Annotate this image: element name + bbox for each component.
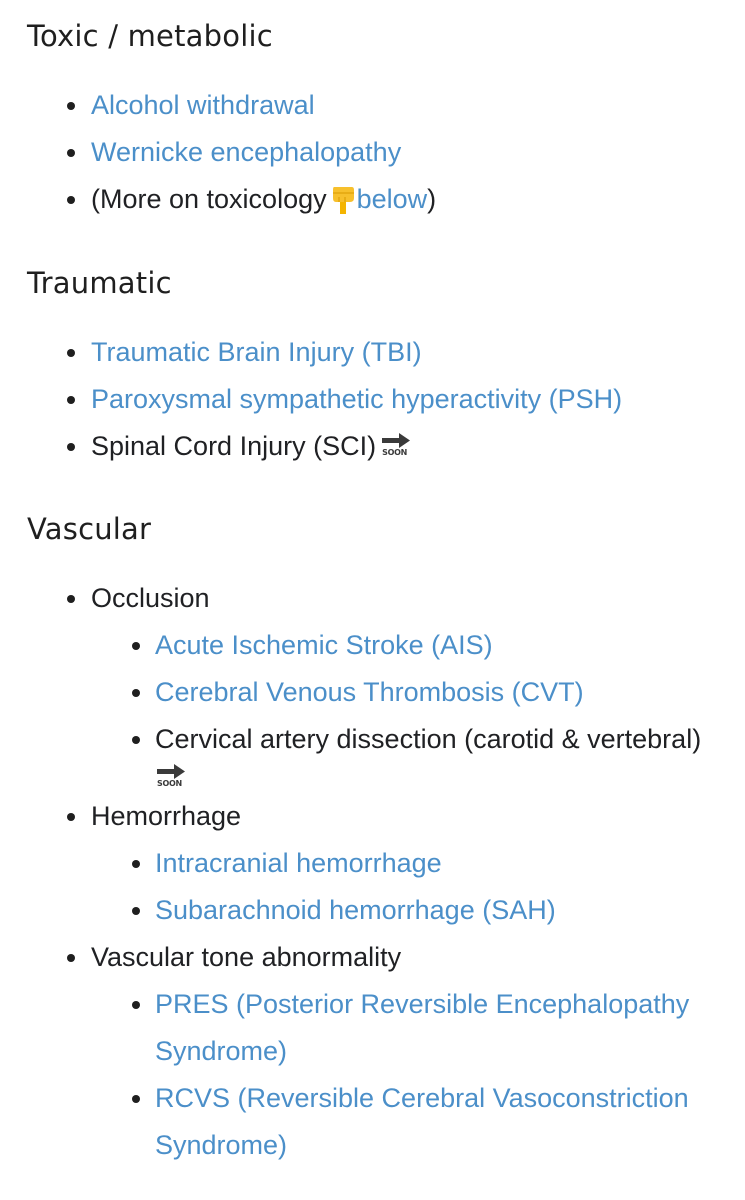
bullet <box>67 443 75 451</box>
heading-traumatic: Traumatic <box>27 266 172 300</box>
soon-label: SOON <box>382 447 407 457</box>
link-subarachnoid-hemorrhage[interactable]: Subarachnoid hemorrhage (SAH) <box>155 895 556 925</box>
list-item <box>0 981 725 1075</box>
bullet <box>67 349 75 357</box>
list-item <box>0 622 725 669</box>
cervical-artery-dissection-label: Cervical artery dissection (carotid & vertebral) <box>155 724 702 754</box>
bullet <box>132 1001 140 1009</box>
list-item <box>0 82 436 129</box>
hemorrhage-label: Hemorrhage <box>91 801 242 831</box>
bullet <box>132 736 140 744</box>
bullet <box>67 813 75 821</box>
list-item <box>0 129 436 176</box>
soon-arrow-icon <box>155 763 189 793</box>
soon-arrow-icon <box>380 432 414 460</box>
link-wernicke-encephalopathy[interactable]: Wernicke encephalopathy <box>91 137 402 167</box>
link-below[interactable]: below <box>356 184 428 214</box>
pointing-down-icon <box>331 183 355 213</box>
list-toxic-metabolic <box>0 82 436 223</box>
bullet <box>67 149 75 157</box>
list-item <box>0 716 725 793</box>
bullet <box>67 954 75 962</box>
list-item <box>0 669 725 716</box>
heading-toxic-metabolic: Toxic / metabolic <box>27 19 273 53</box>
bullet <box>67 396 75 404</box>
list-vascular <box>0 575 725 1169</box>
list-item <box>0 1075 725 1169</box>
link-acute-ischemic-stroke[interactable]: Acute Ischemic Stroke (AIS) <box>155 630 493 660</box>
link-pres[interactable]: PRES (Posterior Reversible Encephalopathy Syndrome) <box>155 989 690 1066</box>
bullet <box>67 595 75 603</box>
link-traumatic-brain-injury[interactable]: Traumatic Brain Injury (TBI) <box>91 337 422 367</box>
list-item <box>0 840 725 887</box>
occlusion-label: Occlusion <box>91 583 210 613</box>
toxicology-note-suffix: ) <box>427 184 437 214</box>
link-intracranial-hemorrhage[interactable]: Intracranial hemorrhage <box>155 848 442 878</box>
bullet <box>132 642 140 650</box>
bullet <box>132 1095 140 1103</box>
list-item-vascular-tone <box>0 934 725 981</box>
list-item <box>0 887 725 934</box>
list-item <box>0 376 622 423</box>
bullet <box>132 860 140 868</box>
list-item-occlusion <box>0 575 725 622</box>
list-item <box>0 329 622 376</box>
bullet <box>132 907 140 915</box>
toxicology-note-prefix: (More on toxicology <box>91 184 327 214</box>
link-rcvs[interactable]: RCVS (Reversible Cerebral Vasoconstriction Syndrome) <box>155 1083 689 1160</box>
bullet <box>132 689 140 697</box>
link-cerebral-venous-thrombosis[interactable]: Cerebral Venous Thrombosis (CVT) <box>155 677 584 707</box>
link-paroxysmal-sympathetic-hyperactivity[interactable]: Paroxysmal sympathetic hyperactivity (PSH) <box>91 384 623 414</box>
link-alcohol-withdrawal[interactable]: Alcohol withdrawal <box>91 90 315 120</box>
bullet <box>67 196 75 204</box>
list-item-hemorrhage <box>0 793 725 840</box>
soon-label: SOON <box>157 779 182 788</box>
spinal-cord-injury-label: Spinal Cord Injury (SCI) <box>91 431 377 461</box>
vascular-tone-label: Vascular tone abnormality <box>91 942 402 972</box>
list-traumatic <box>0 329 622 470</box>
list-item <box>0 176 436 223</box>
bullet <box>67 102 75 110</box>
list-item <box>0 423 622 470</box>
heading-vascular: Vascular <box>27 512 152 546</box>
